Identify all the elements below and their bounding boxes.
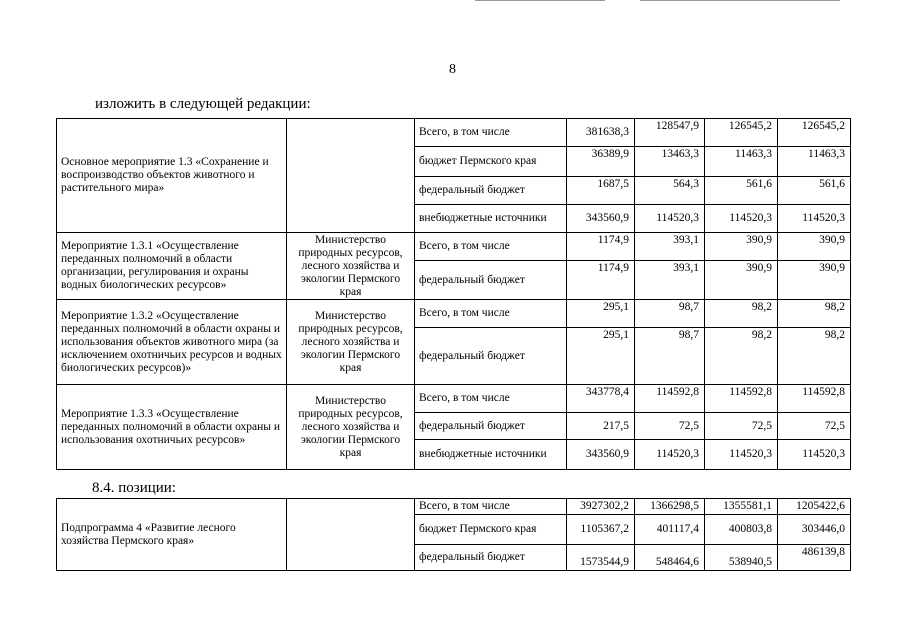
funding-source-cell: бюджет Пермского края — [415, 147, 567, 177]
value-cell: 217,5 — [567, 413, 635, 440]
value-cell: 390,9 — [705, 233, 778, 261]
value-cell: 114592,8 — [635, 385, 705, 413]
value-cell: 36389,9 — [567, 147, 635, 177]
value-cell: 114520,3 — [778, 205, 851, 233]
funding-source-cell: федеральный бюджет — [415, 545, 567, 571]
value-cell: 400803,8 — [705, 515, 778, 545]
funding-source-cell: Всего, в том числе — [415, 499, 567, 515]
value-cell: 13463,3 — [635, 147, 705, 177]
value-cell: 126545,2 — [778, 119, 851, 147]
value-cell: 98,2 — [778, 300, 851, 328]
subprogram-name-cell: Подпрограмма 4 «Развитие лесного хозяйства Пермского края» — [57, 499, 287, 571]
value-cell: 548464,6 — [635, 545, 705, 571]
value-cell: 98,2 — [705, 328, 778, 385]
value-cell: 126545,2 — [705, 119, 778, 147]
value-cell: 393,1 — [635, 233, 705, 261]
value-cell: 72,5 — [778, 413, 851, 440]
value-cell: 1687,5 — [567, 177, 635, 205]
value-cell: 11463,3 — [778, 147, 851, 177]
value-cell: 1205422,6 — [778, 499, 851, 515]
org-cell: Министерство природных ресурсов, лесного хозяйства и экологии Пермского края — [287, 385, 415, 470]
table-row — [57, 385, 851, 413]
value-cell: 343778,4 — [567, 385, 635, 413]
value-cell: 390,9 — [778, 233, 851, 261]
value-cell: 114592,8 — [705, 385, 778, 413]
value-cell: 393,1 — [635, 261, 705, 300]
value-cell: 1355581,1 — [705, 499, 778, 515]
value-cell: 11463,3 — [705, 147, 778, 177]
table-row — [57, 300, 851, 328]
org-cell: Министерство природных ресурсов, лесного хозяйства и экологии Пермского края — [287, 233, 415, 300]
value-cell: 303446,0 — [778, 515, 851, 545]
value-cell: 98,2 — [778, 328, 851, 385]
value-cell: 564,3 — [635, 177, 705, 205]
value-cell: 1366298,5 — [635, 499, 705, 515]
table-row — [57, 499, 851, 515]
value-cell: 390,9 — [778, 261, 851, 300]
value-cell: 114520,3 — [705, 440, 778, 470]
value-cell: 401117,4 — [635, 515, 705, 545]
value-cell: 1174,9 — [567, 233, 635, 261]
event-name-cell: Мероприятие 1.3.2 «Осуществление переданных полномочий в области охраны и использования объектов животного мира (за исключением охотничьих ресурсов и водных биологических ресурсов)» — [57, 300, 287, 385]
funding-source-cell: федеральный бюджет — [415, 413, 567, 440]
value-cell: 343560,9 — [567, 440, 635, 470]
intro-text: изложить в следующей редакции: — [95, 96, 311, 112]
scan-top-line-left — [475, 0, 605, 1]
value-cell: 72,5 — [705, 413, 778, 440]
value-cell: 98,7 — [635, 300, 705, 328]
table-row — [57, 119, 851, 147]
funding-source-cell: Всего, в том числе — [415, 385, 567, 413]
funding-source-cell: Всего, в том числе — [415, 119, 567, 147]
value-cell: 3927302,2 — [567, 499, 635, 515]
value-cell: 114520,3 — [705, 205, 778, 233]
funding-source-cell: Всего, в том числе — [415, 233, 567, 261]
value-cell: 1105367,2 — [567, 515, 635, 545]
funding-source-cell: внебюджетные источники — [415, 440, 567, 470]
org-cell: Министерство природных ресурсов, лесного хозяйства и экологии Пермского края — [287, 300, 415, 385]
funding-source-cell: внебюджетные источники — [415, 205, 567, 233]
event-name-cell: Мероприятие 1.3.1 «Осуществление переданных полномочий в области организации, регулирования и охраны водных биологических ресурсов» — [57, 233, 287, 300]
scan-top-line-right — [640, 0, 840, 1]
org-cell — [287, 499, 415, 571]
funding-table-2 — [56, 498, 851, 571]
value-cell: 538940,5 — [705, 545, 778, 571]
value-cell: 114520,3 — [635, 205, 705, 233]
value-cell: 561,6 — [705, 177, 778, 205]
value-cell: 390,9 — [705, 261, 778, 300]
table-row — [57, 233, 851, 261]
value-cell: 98,2 — [705, 300, 778, 328]
value-cell: 114520,3 — [778, 440, 851, 470]
funding-table-1 — [56, 118, 851, 470]
value-cell: 295,1 — [567, 300, 635, 328]
value-cell: 343560,9 — [567, 205, 635, 233]
value-cell: 561,6 — [778, 177, 851, 205]
funding-source-cell: бюджет Пермского края — [415, 515, 567, 545]
value-cell: 295,1 — [567, 328, 635, 385]
funding-source-cell: федеральный бюджет — [415, 177, 567, 205]
value-cell: 114520,3 — [635, 440, 705, 470]
funding-source-cell: Всего, в том числе — [415, 300, 567, 328]
section-heading: 8.4. позиции: — [92, 480, 176, 496]
value-cell: 98,7 — [635, 328, 705, 385]
event-name-cell: Мероприятие 1.3.3 «Осуществление переданных полномочий в области охраны и использования охотничьих ресурсов» — [57, 385, 287, 470]
value-cell: 381638,3 — [567, 119, 635, 147]
funding-source-cell: федеральный бюджет — [415, 261, 567, 300]
value-cell: 1573544,9 — [567, 545, 635, 571]
value-cell: 72,5 — [635, 413, 705, 440]
page-number: 8 — [449, 62, 456, 77]
funding-source-cell: федеральный бюджет — [415, 328, 567, 385]
value-cell: 128547,9 — [635, 119, 705, 147]
event-name-cell: Основное мероприятие 1.3 «Сохранение и воспроизводство объектов животного и растительного мира» — [57, 119, 287, 233]
value-cell: 114592,8 — [778, 385, 851, 413]
value-cell: 1174,9 — [567, 261, 635, 300]
org-cell — [287, 119, 415, 233]
value-cell: 486139,8 — [778, 545, 851, 571]
